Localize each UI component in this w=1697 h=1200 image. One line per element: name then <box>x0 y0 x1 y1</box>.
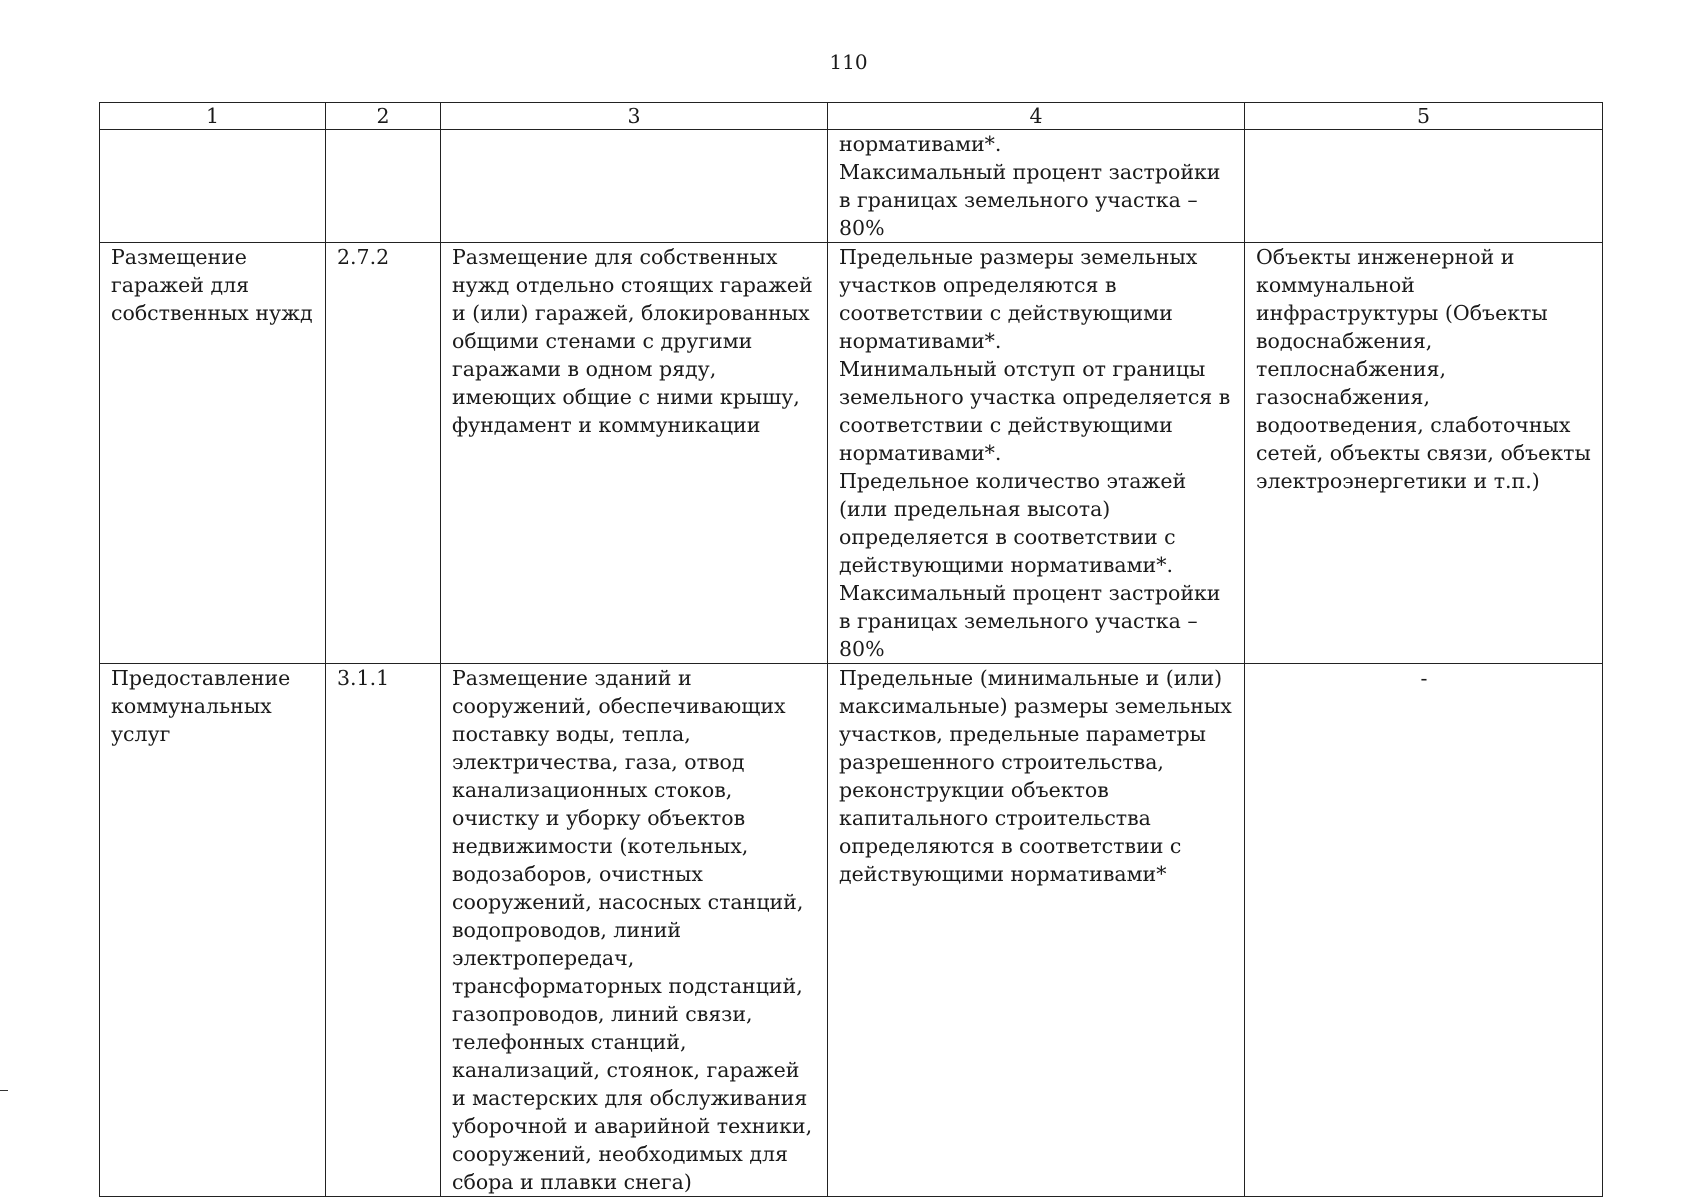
use-code-cell: 2.7.2 <box>326 243 441 664</box>
parameters-cell: нормативами*. Максимальный процент застройки в границах земельного участка – 80% <box>828 130 1245 243</box>
column-header-2: 2 <box>326 103 441 130</box>
auxiliary-use-cell: Объекты инженерной и коммунальной инфраструктуры (Объекты водоснабжения, теплоснабжения, газоснабжения, водоотведения, слаботочных сетей, объекты связи, объекты электроэнергетики и т.п.) <box>1245 243 1603 664</box>
auxiliary-use-cell: - <box>1245 664 1603 1197</box>
page-number: 110 <box>829 50 868 74</box>
table-row-garages <box>100 243 1603 664</box>
use-name-cell: Размещение гаражей для собственных нужд <box>100 243 326 664</box>
margin-mark <box>0 1090 8 1091</box>
use-code-cell <box>326 130 441 243</box>
column-header-4: 4 <box>828 103 1245 130</box>
use-name-cell <box>100 130 326 243</box>
use-description-cell: Размещение зданий и сооружений, обеспечивающих поставку воды, тепла, электричества, газа, отвод канализационных стоков, очистку и уборку объектов недвижимости (котельных, водозаборов, очистных сооружений, насосных станций, водопроводов, линий электропередач, трансформаторных подстанций, газопроводов, линий связи, телефонных станций, канализаций, стоянок, гаражей и мастерских для обслуживания уборочной и аварийной техники, сооружений, необходимых для сбора и плавки снега) <box>441 664 828 1197</box>
land-use-table <box>99 102 1603 1197</box>
use-description-cell: Размещение для собственных нужд отдельно стоящих гаражей и (или) гаражей, блокированных общими стенами с другими гаражами в одном ряду, имеющих общие с ними крышу, фундамент и коммуникации <box>441 243 828 664</box>
table-row-continuation <box>100 130 1603 243</box>
header-row <box>100 103 1603 130</box>
column-header-5: 5 <box>1245 103 1603 130</box>
use-code-cell: 3.1.1 <box>326 664 441 1197</box>
auxiliary-use-cell <box>1245 130 1603 243</box>
table-row-utilities <box>100 664 1603 1197</box>
use-description-cell <box>441 130 828 243</box>
parameters-cell: Предельные размеры земельных участков определяются в соответствии с действующими нормативами*. Минимальный отступ от границы земельного участка определяется в соответствии с действующими нормативами*. Предельное количество этажей (или предельная высота) определяется в соответствии с действующими нормативами*. Максимальный процент застройки в границах земельного участка – 80% <box>828 243 1245 664</box>
column-header-1: 1 <box>100 103 326 130</box>
parameters-cell: Предельные (минимальные и (или) максимальные) размеры земельных участков, предельные параметры разрешенного строительства, реконструкции объектов капитального строительства определяются в соответствии с действующими нормативами* <box>828 664 1245 1197</box>
column-header-3: 3 <box>441 103 828 130</box>
use-name-cell: Предоставление коммунальных услуг <box>100 664 326 1197</box>
